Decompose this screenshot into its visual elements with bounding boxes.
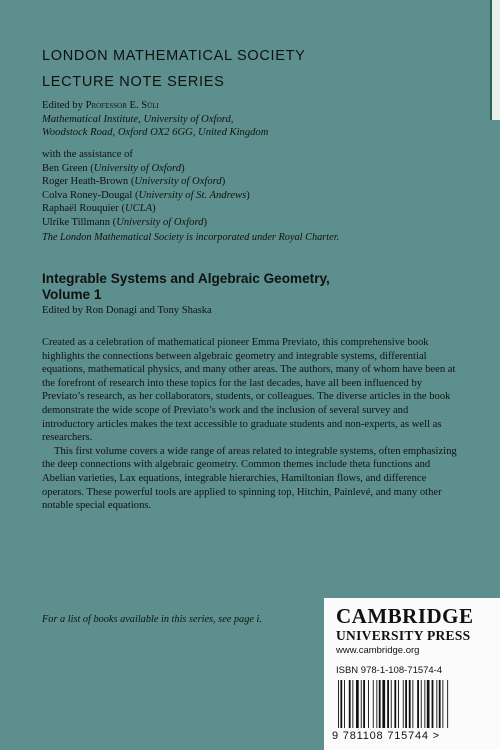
series-editor bbox=[42, 99, 268, 140]
assistant-row: Roger Heath-Brown (University of Oxford) bbox=[42, 176, 226, 188]
book-title-line-2: Volume 1 bbox=[42, 287, 102, 302]
description-paragraph-1: Created as a celebration of mathematical pioneer Emma Previato, this comprehensive book highlights the connections between algebraic geometry and integrable systems, differential equations, mathematical physics, and many other areas. The authors, many of whom have been at the forefront of research into these topics for the last decades, have all been influenced by Previato’s research, as her collaborators, students, or colleagues. The diverse articles in the book demonstrate the wide scope of Previato’s work and the inclusion of several survey and introductory articles makes the text accessible to graduate students and non-experts, as well as researchers. bbox=[42, 337, 456, 444]
publisher-url: www.cambridge.org bbox=[336, 645, 420, 656]
barcode-digits: 9 781108 715744 > bbox=[332, 730, 440, 742]
assistant-row: Colva Roney-Dougal (University of St. Andrews) bbox=[42, 189, 250, 201]
isbn-text: ISBN 978-1-108-71574-4 bbox=[336, 665, 443, 676]
assistance-intro: with the assistance of bbox=[42, 149, 133, 160]
series-title-line-2: LECTURE NOTE SERIES bbox=[42, 74, 225, 90]
editor-affiliation-1: Mathematical Institute, University of Oxford, bbox=[42, 113, 234, 125]
book-description bbox=[42, 336, 462, 513]
book-title bbox=[42, 271, 330, 303]
assistant-name: Ben Green bbox=[42, 162, 88, 174]
publisher-logo-name: CAMBRIDGE bbox=[336, 604, 474, 628]
assistant-affiliation: UCLA bbox=[124, 203, 153, 215]
spine-edge-strip bbox=[490, 0, 500, 120]
description-paragraph-2: This first volume covers a wide range of areas related to integrable systems, often emphasizing the deep connections with algebraic geometry. Common themes include theta functions and Abelian varieties, Lax equations, integrable hierarchies, Hamiltonian flows, and difference operators. These powerful tools are applied to spinning top, Hitchin, Painlevé, and many other notable special equations. bbox=[42, 445, 457, 512]
assistant-row: Ben Green (University of Oxford) bbox=[42, 162, 185, 174]
assistant-row: Ulrike Tillmann (University of Oxford) bbox=[42, 216, 208, 228]
editor-affiliation-2: Woodstock Road, Oxford OX2 6GG, United Kingdom bbox=[42, 127, 269, 139]
series-title-line-1: LONDON MATHEMATICAL SOCIETY bbox=[42, 48, 306, 64]
assistant-name: Ulrike Tillmann bbox=[42, 216, 110, 228]
assistant-name: Raphaël Rouquier bbox=[42, 203, 119, 215]
book-title-line-1: Integrable Systems and Algebraic Geometry, bbox=[42, 271, 330, 286]
assistant-affiliation: University of St. Andrews bbox=[138, 189, 247, 201]
assistance-list bbox=[42, 148, 250, 230]
edited-by-label: Edited by bbox=[42, 100, 83, 111]
barcode-icon bbox=[336, 680, 488, 728]
assistant-affiliation: University of Oxford bbox=[116, 216, 204, 228]
editor-line bbox=[42, 99, 268, 113]
assistant-row: Raphaël Rouquier (UCLA) bbox=[42, 203, 156, 215]
publisher-box bbox=[324, 598, 500, 750]
publisher-logo-press: UNIVERSITY PRESS bbox=[336, 628, 471, 643]
assistant-affiliation: University of Oxford bbox=[93, 162, 182, 174]
series-list-note: For a list of books available in this series, see page i. bbox=[42, 614, 262, 625]
assistant-name: Colva Roney-Dougal bbox=[42, 189, 133, 201]
editor-name: Professor E. Süli bbox=[85, 100, 159, 111]
assistant-name: Roger Heath-Brown bbox=[42, 176, 129, 188]
series-title bbox=[42, 48, 306, 90]
charter-note: The London Mathematical Society is incorporated under Royal Charter. bbox=[42, 232, 340, 243]
book-editors: Edited by Ron Donagi and Tony Shaska bbox=[42, 305, 212, 316]
assistant-affiliation: University of Oxford bbox=[134, 176, 222, 188]
